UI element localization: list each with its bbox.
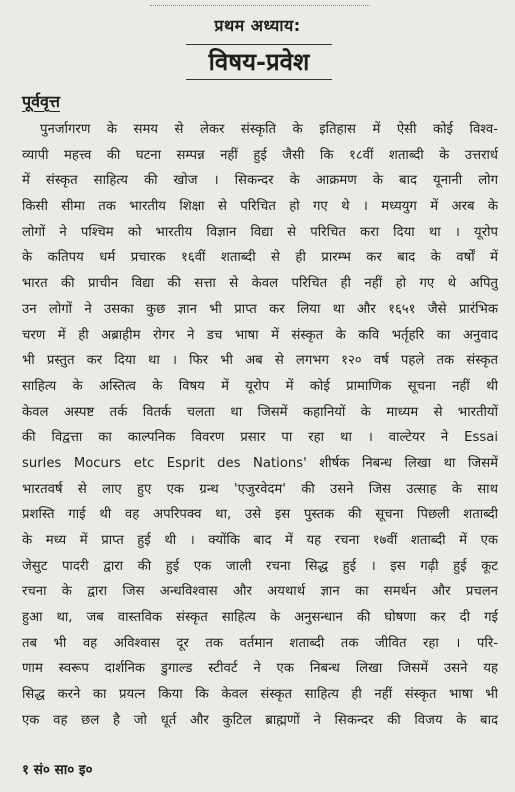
body-line: के कतिपय धर्म प्रचारक १६वीं शताब्दी से ही प्रारम्भ कर बाद के वर्षों में	[22, 250, 498, 266]
body-text	[22, 117, 498, 734]
body-line: साहित्य के अस्तित्व के विषय में यूरोप में कोई प्रामाणिक सूचना नहीं थी	[22, 378, 498, 394]
body-line: भारतवर्ष से लाए हुए एक ग्रन्थ 'एजुरवेदम' की उसने जिस उत्साह के साथ	[22, 481, 498, 497]
body-line: चरण में ही अब्राहीम रोगर ने डच भाषा में संस्कृत के कवि भर्तृहरि का अनुवाद	[22, 327, 498, 343]
body-line: की विद्वत्ता का काल्पनिक विवरण प्रसार पा रहा था । वाल्टेयर ने Essai	[22, 430, 498, 446]
chapter-title: विषय-प्रवेश	[186, 44, 332, 80]
body-line: में संस्कृत साहित्य की खोज । सिकन्दर के आक्रमण के बाद यूनानी लोग	[22, 173, 498, 189]
body-line: के मध्य में प्राप्त हुई थी । क्योंकि बाद में यह रचना १७वीं शताब्दी में एक	[22, 533, 498, 548]
body-line: surles Mocurs etc Esprit des Nations' शीर्षक निबन्ध लिखा था जिसमें	[22, 455, 498, 471]
body-line: हुआ था, जब वास्तविक संस्कृत साहित्य के अनुसन्धान की घोषणा कर दी गई	[22, 610, 498, 626]
body-line: प्रशस्ति गाई थी वह अपरिपक्व था, उसे इस पुस्तक की सूचना पिछली शताब्दी	[22, 507, 498, 523]
body-line: लोगों ने पश्चिम को भारतीय विज्ञान विद्या से परिचित करा दिया था । यूरोप	[22, 224, 498, 240]
section-heading: पूर्ववृत्त	[22, 92, 60, 111]
body-line: उन लोगों ने उसका कुछ ज्ञान भी प्राप्त कर लिया था और १६५१ जैसे प्रारंभिक	[22, 301, 498, 317]
body-line: रचना के द्वारा जिस अन्धविश्वास और अयथार्थ ज्ञान का समर्थन और प्रचलन	[22, 584, 498, 600]
body-line: णाम स्वरूप दार्शनिक डुगाल्ड स्टीवर्ट ने एक निबन्ध लिखा जिसमें उसने यह	[22, 661, 498, 677]
body-line: केवल अस्पष्ट तर्क वितर्क चलता था जिसमें कहानियों के माध्यम से भारतीयों	[22, 404, 498, 420]
body-line: पुनर्जागरण के समय से लेकर संस्कृति के इतिहास में ऐसी कोई विश्व-	[40, 122, 498, 137]
body-line: भी प्रस्तुत कर दिया था । फिर भी अब से लगभग १२० वर्ष पहले तक संस्कृत	[22, 353, 498, 369]
body-line: किसी सीमा तक भारतीय शिक्षा से परिचित हो गए थे । मध्ययुग में अरब के	[22, 199, 498, 215]
body-line: भारत की प्राचीन विद्या की सत्ता से केवल परिचित ही नहीं हो गए थे अपितु	[22, 276, 498, 292]
footer-signature: १ सं० सा० इ०	[22, 762, 93, 778]
body-line: सिद्ध करने का प्रयत्न किया कि केवल संस्कृत साहित्य ही नहीं संस्कृत भाषा भी	[22, 687, 498, 703]
top-edge-remnant	[150, 0, 370, 6]
body-line: व्यापी महत्त्व की घटना सम्पन्न नहीं हुई जैसी कि १८वीं शताब्दी के उत्तरार्ध	[22, 147, 498, 163]
body-line: जेसुट पादरी द्वारा की हुई एक जाली रचना सिद्ध हुई । इस गढ़ी हुई कूट	[22, 558, 498, 574]
body-line: तब भी वह अविश्वास दूर तक वर्तमान शताब्दी तक जीवित रहा । परि-	[22, 635, 498, 651]
body-line: एक वह छल है जो धूर्त और कुटिल ब्राह्मणों ने सिकन्दर की विजय के बाद	[22, 712, 498, 728]
chapter-label: प्रथम अध्याय:	[214, 16, 301, 35]
